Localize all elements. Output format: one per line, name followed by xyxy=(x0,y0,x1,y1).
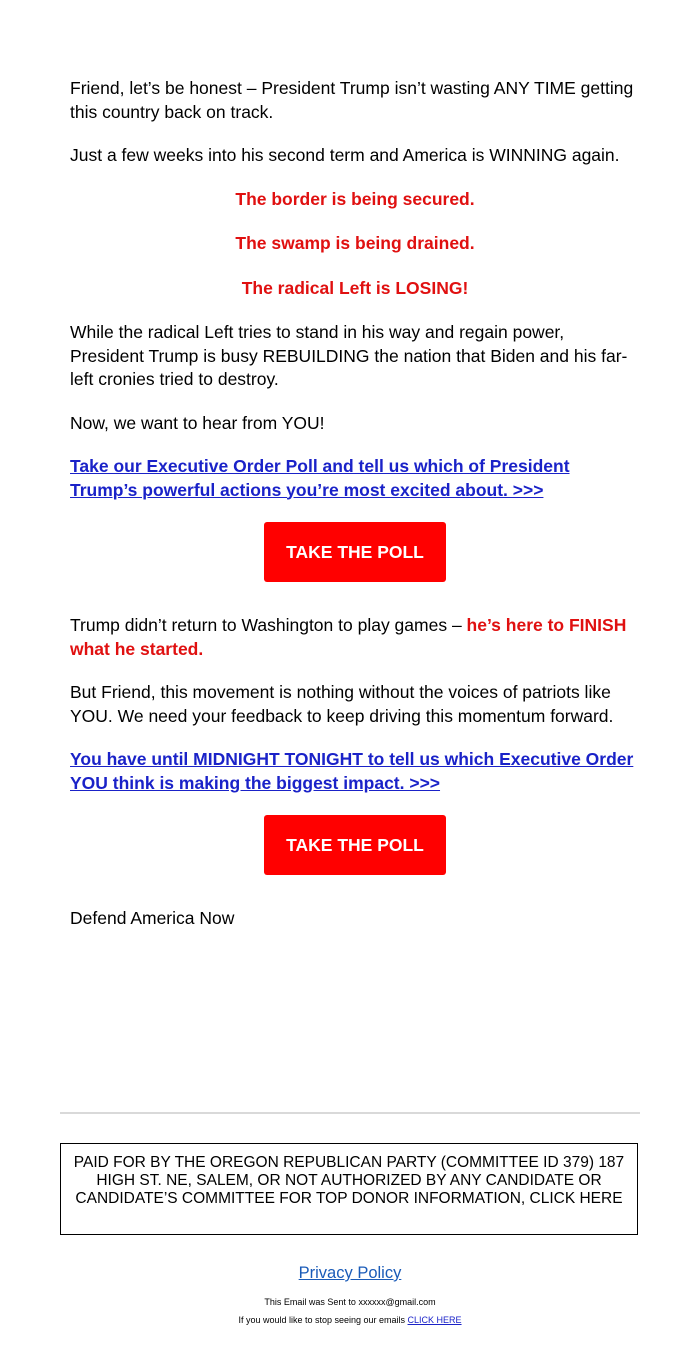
highlight-border: The border is being secured. xyxy=(235,188,475,209)
unsubscribe-text: If you would like to stop seeing our emails xyxy=(238,1315,408,1325)
hear-from-you-paragraph: Now, we want to hear from YOU! xyxy=(70,412,325,433)
rebuild-paragraph: While the radical Left tries to stand in his way and regain power, President Trump is busy REBUILDING the nation that Biden and his far-left cronies tried to destroy. xyxy=(70,322,628,389)
winning-paragraph: Just a few weeks into his second term and America is WINNING again. xyxy=(70,145,620,165)
poll-link-paragraph-1 xyxy=(70,455,640,502)
games-red-text: he’s here to FINISH what he started. xyxy=(70,615,627,659)
poll-link-paragraph-2 xyxy=(70,748,640,795)
highlight-left: The radical Left is LOSING! xyxy=(241,277,469,298)
sent-to-notice: This Email was Sent to xxxxxx@gmail.com xyxy=(264,1297,436,1307)
poll-link-1[interactable]: Take our Executive Order Poll and tell us which of President Trump’s powerful actions you’re most excited about. >>> xyxy=(70,456,570,500)
take-poll-button-1[interactable]: TAKE THE POLL xyxy=(264,522,446,582)
highlight-swamp: The swamp is being drained. xyxy=(235,233,475,253)
email-body xyxy=(70,77,640,951)
paid-for-disclaimer[interactable]: PAID FOR BY THE OREGON REPUBLICAN PARTY (COMMITTEE ID 379) 187 HIGH ST. NE, SALEM, OR NOT AUTHORIZED BY ANY CANDIDATE OR CANDIDATE’S COMMITTEE FOR TOP DONOR INFORMATION, CLICK HERE xyxy=(60,1143,638,1235)
poll-link-2[interactable]: You have until MIDNIGHT TONIGHT to tell us which Executive Order YOU think is making the biggest impact. >>> xyxy=(70,749,634,793)
signoff: Defend America Now xyxy=(70,908,235,928)
unsubscribe-row xyxy=(0,1315,700,1325)
take-poll-button-2[interactable]: TAKE THE POLL xyxy=(264,815,446,875)
intro-paragraph: Friend, let’s be honest – President Trump isn’t wasting ANY TIME getting this country back on track. xyxy=(70,78,634,122)
privacy-policy-row xyxy=(0,1264,700,1283)
movement-paragraph: But Friend, this movement is nothing without the voices of patriots like YOU. We need your feedback to keep driving this momentum forward. xyxy=(70,682,614,726)
unsubscribe-link[interactable]: CLICK HERE xyxy=(407,1315,462,1325)
privacy-policy-link[interactable]: Privacy Policy xyxy=(298,1264,402,1282)
games-plain-text: Trump didn’t return to Washington to play games – xyxy=(70,615,467,635)
poll-button-wrap-2 xyxy=(70,815,640,875)
footer-divider xyxy=(60,1112,640,1114)
poll-button-wrap-1 xyxy=(70,522,640,582)
games-paragraph xyxy=(70,614,640,661)
